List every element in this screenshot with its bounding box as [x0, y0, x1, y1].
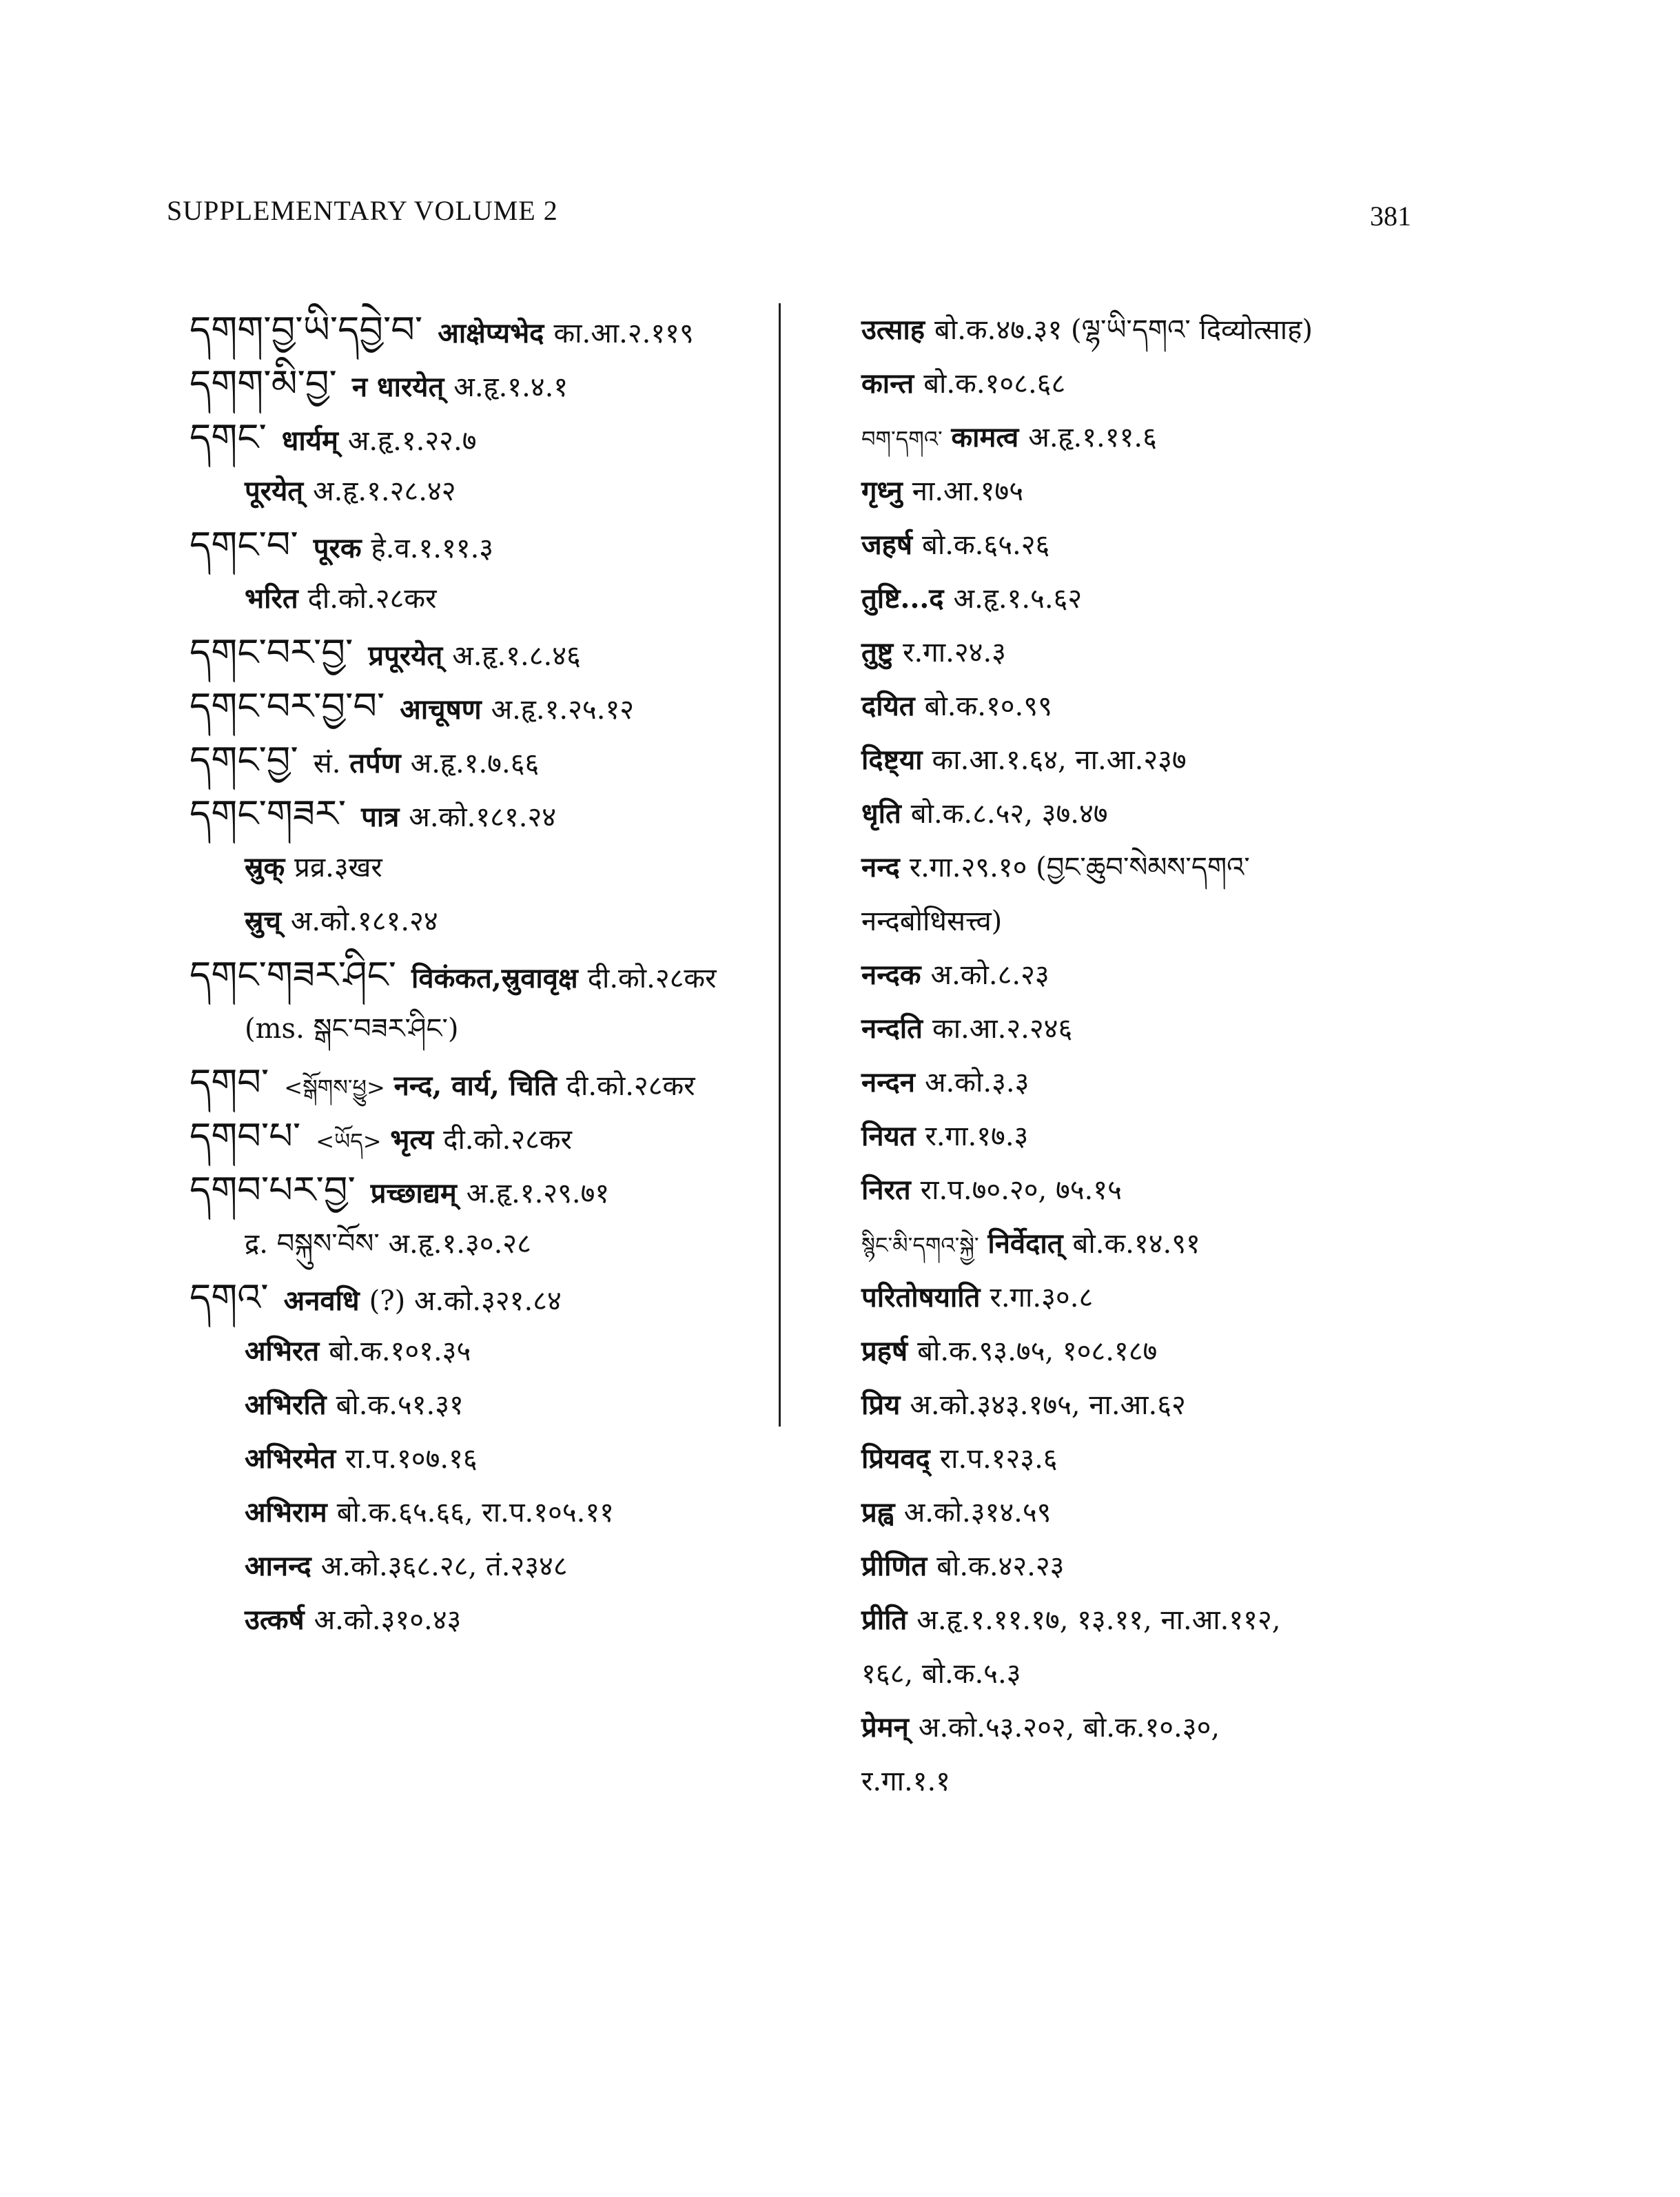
- source-reference: र.गा.२४.३: [903, 637, 1006, 668]
- source-reference: बो.क.८.५२, ३७.४७: [910, 798, 1108, 830]
- tibetan-headword: དགའ་: [189, 1276, 269, 1319]
- dictionary-entry: [861, 1271, 1482, 1325]
- sanskrit-equivalent: पूरयेत्: [245, 475, 304, 507]
- source-reference: अ.को.१८१.२४: [290, 906, 438, 937]
- dictionary-entry: [861, 518, 1482, 572]
- source-reference: अ.हृ.१.२५.१२: [491, 694, 635, 726]
- sanskrit-equivalent: प्रच्छाद्यम्: [370, 1177, 457, 1209]
- dictionary-entry: [189, 1378, 768, 1432]
- dictionary-entry: [189, 733, 768, 787]
- sanskrit-equivalent: प्रहर्ष: [861, 1335, 908, 1367]
- sanskrit-equivalent: उत्कर्ष: [245, 1604, 305, 1636]
- grammar-note: <ཡོད>: [316, 1128, 382, 1154]
- dictionary-entry: [861, 1593, 1482, 1647]
- dictionary-entry: [189, 1110, 768, 1163]
- sanskrit-equivalent: आक्षेप्यभेद: [438, 317, 544, 349]
- dictionary-entry: [861, 1540, 1482, 1593]
- tibetan-phrase: བག་དགའ་: [861, 426, 943, 452]
- sanskrit-equivalent: तुष्टु: [861, 636, 894, 668]
- sanskrit-equivalent: नन्दक: [861, 959, 921, 991]
- source-reference: रा.प.१०७.१६: [345, 1443, 478, 1475]
- source-reference: बो.क.१०१.३५: [329, 1336, 471, 1367]
- source-reference: अ.को.८.२३: [930, 959, 1049, 991]
- sanskrit-equivalent: प्रह्व: [861, 1496, 894, 1529]
- continuation: र.गा.१.१: [861, 1766, 950, 1797]
- sanskrit-equivalent: पूरक: [313, 532, 362, 564]
- sanskrit-equivalent: दयित: [861, 690, 915, 722]
- sanskrit-equivalent: अनवधि: [283, 1285, 360, 1317]
- source-reference: अ.को.३२१.८४: [414, 1285, 562, 1317]
- dictionary-entry: [861, 1755, 1482, 1808]
- sanskrit-equivalent: नन्द: [861, 851, 900, 883]
- sanskrit-equivalent: अभिरति: [245, 1389, 327, 1421]
- source-reference: प्रव्र.३खर: [294, 852, 382, 883]
- sanskrit-equivalent: प्रीति: [861, 1604, 908, 1636]
- tibetan-headword: དགང་བ་: [189, 523, 298, 566]
- continuation: नन्दबोधिसत्त्व): [861, 906, 1003, 937]
- source-reference: रा.प.१२३.६: [939, 1443, 1058, 1475]
- source-reference: अ.हृ.१.३०.२८: [388, 1228, 531, 1260]
- source-reference: दी.को.२८कर: [307, 583, 437, 615]
- sanskrit-equivalent: भरित: [245, 582, 298, 615]
- dictionary-entry: [861, 1647, 1482, 1701]
- sanskrit-equivalent: परितोषयाति: [861, 1281, 981, 1314]
- source-reference: का.आ.२.११९: [553, 318, 694, 349]
- source-reference: अ.हृ.१.११.६: [1028, 422, 1157, 453]
- dictionary-entry: [189, 787, 768, 841]
- tibetan-headword: དགབ་པར་བྱ་: [189, 1168, 356, 1212]
- dictionary-entry: [861, 1486, 1482, 1540]
- dictionary-entry: [189, 1002, 768, 1056]
- sanskrit-equivalent: नन्दन: [861, 1066, 915, 1098]
- dictionary-entry: [861, 733, 1482, 787]
- dictionary-entry: [861, 572, 1482, 626]
- dictionary-entry: [189, 679, 768, 733]
- dictionary-entry: [861, 1378, 1482, 1432]
- dictionary-entry: [861, 948, 1482, 1002]
- sanskrit-equivalent: निरत: [861, 1174, 911, 1206]
- source-reference: र.गा.३०.८: [990, 1282, 1094, 1314]
- source-reference: अ.को.३४३.१७५, ना.आ.६२: [910, 1389, 1186, 1421]
- dictionary-entry: [861, 841, 1482, 895]
- source-reference: अ.हृ.१.५.६२: [953, 583, 1083, 615]
- source-reference: र.गा.१७.३: [925, 1121, 1029, 1152]
- dictionary-entry: [861, 1002, 1482, 1056]
- source-reference: दी.को.२८कर: [566, 1070, 695, 1102]
- sanskrit-equivalent: स्रुच्: [245, 905, 281, 937]
- source-reference: अ.हृ.१.८.४६: [452, 640, 581, 672]
- dictionary-entry: [189, 572, 768, 626]
- source-reference: बो.क.४२.२३: [936, 1551, 1065, 1582]
- sanskrit-equivalent: प्रेमन्: [861, 1711, 909, 1744]
- dictionary-entry: [189, 518, 768, 572]
- continuation: १६८, बो.क.५.३: [861, 1658, 1021, 1690]
- source-reference: अ.को.३१०.४३: [314, 1604, 462, 1636]
- dictionary-entry: [861, 679, 1482, 733]
- source-reference: बो.क.१०.९९: [924, 691, 1052, 722]
- tibetan-headword: དགག་བྱ་ཡི་དབྱེ་བ་: [189, 308, 423, 351]
- sanskrit-equivalent: तर्पण: [349, 747, 401, 779]
- dictionary-entry: [189, 626, 768, 679]
- sanskrit-equivalent: न धारयेत्: [351, 371, 444, 403]
- dictionary-entry: [861, 1217, 1482, 1271]
- dictionary-entry: [861, 1163, 1482, 1217]
- source-reference: बो.क.४७.३१ (ལྷ་ཡི་དགའ་ दिव्योत्साह): [934, 314, 1313, 346]
- source-reference: बो.क.९३.७५, १०८.१८७: [917, 1336, 1158, 1367]
- source-reference: अ.को.३१४.५९: [903, 1497, 1052, 1529]
- sanskrit-equivalent: दिष्ट्या: [861, 744, 923, 776]
- dictionary-entry: [189, 411, 768, 464]
- sanskrit-equivalent: प्रीणित: [861, 1550, 928, 1582]
- sanskrit-equivalent: प्रियवद्: [861, 1442, 930, 1475]
- sanskrit-equivalent: उत्साह: [861, 314, 925, 346]
- running-title: SUPPLEMENTARY VOLUME 2: [167, 195, 558, 226]
- dictionary-entry: [189, 1540, 768, 1593]
- source-reference: का.आ.१.६४, ना.आ.२३७: [932, 744, 1187, 776]
- dictionary-entry: [189, 948, 768, 1002]
- sanskrit-equivalent: कामत्व: [951, 421, 1019, 453]
- entry-note: (ms. སྒང་བཟར་ཤིང་): [245, 1013, 459, 1045]
- sanskrit-equivalent: निर्वेदात्: [987, 1227, 1063, 1260]
- dictionary-entry: [861, 464, 1482, 518]
- sanskrit-equivalent: नियत: [861, 1120, 916, 1152]
- dictionary-entry: [189, 895, 768, 948]
- sanskrit-equivalent: नन्दति: [861, 1012, 923, 1045]
- prefix: सं.: [313, 748, 341, 779]
- sanskrit-equivalent: प्रिय: [861, 1389, 901, 1421]
- dictionary-entry: [189, 1486, 768, 1540]
- dictionary-entry: [861, 1056, 1482, 1110]
- dictionary-entry: [189, 1271, 768, 1325]
- source-reference: अ.को.५३.२०२, बो.क.१०.३०,: [918, 1712, 1220, 1744]
- sanskrit-equivalent: प्रपूरयेत्: [368, 640, 443, 672]
- source-reference: रा.प.७०.२०, ७५.१५: [920, 1174, 1122, 1206]
- dictionary-entry: [861, 411, 1482, 464]
- sanskrit-equivalent: धार्यम्: [281, 425, 338, 457]
- left-column: [189, 303, 768, 1647]
- sanskrit-equivalent: आचूषण: [400, 693, 482, 726]
- sanskrit-equivalent: भृत्य: [390, 1123, 434, 1156]
- dictionary-entry: [189, 1056, 768, 1110]
- sanskrit-equivalent: धृति: [861, 797, 901, 830]
- source-reference: अ.हृ.१.७.६६: [410, 748, 540, 779]
- source-reference: ना.आ.१७५: [912, 476, 1024, 507]
- sanskrit-equivalent: पात्र: [361, 801, 400, 833]
- source-reference: अ.को.१८१.२४: [409, 801, 557, 833]
- dictionary-entry: [861, 1110, 1482, 1163]
- source-reference: हे.व.१.११.३: [371, 533, 494, 564]
- source-reference: दी.को.२८कर: [443, 1124, 572, 1156]
- entry-note: द्र. བསྐུས་བོས་: [245, 1228, 380, 1260]
- source-reference: अ.हृ.१.२२.७: [347, 425, 477, 457]
- page-number: 381: [1370, 201, 1411, 232]
- dictionary-entry: [189, 357, 768, 411]
- sanskrit-equivalent: अभिरत: [245, 1335, 320, 1367]
- source-reference: अ.हृ.१.२९.७१: [466, 1178, 610, 1209]
- source-reference: बो.क.६५.६६, रा.प.१०५.११: [336, 1497, 614, 1529]
- dictionary-entry: [189, 1163, 768, 1217]
- tibetan-headword: དགང་བར་བྱ་བ་: [189, 684, 385, 728]
- column-divider: [779, 303, 781, 1427]
- sanskrit-equivalent: जहर्ष: [861, 529, 913, 561]
- source-reference: अ.हृ.१.११.१७, १३.११, ना.आ.११२,: [916, 1604, 1281, 1636]
- tibetan-headword: དགང་བར་བྱ་: [189, 631, 354, 674]
- right-column: [861, 303, 1482, 1808]
- tibetan-headword: དགབ་: [189, 1061, 269, 1104]
- dictionary-entry: [189, 303, 768, 357]
- sanskrit-equivalent: गृध्नु: [861, 475, 903, 507]
- dictionary-entry: [189, 464, 768, 518]
- source-reference: अ.हृ.१.४.१: [453, 371, 568, 403]
- dictionary-entry: [861, 303, 1482, 357]
- tibetan-headword: དགག་མི་བྱ་: [189, 362, 337, 405]
- dictionary-entry: [189, 1217, 768, 1271]
- dictionary-entry: [861, 357, 1482, 411]
- tibetan-headword: དགབ་པ་: [189, 1114, 301, 1158]
- dictionary-entry: [861, 1701, 1482, 1755]
- sanskrit-equivalent: अभिरमेत: [245, 1442, 336, 1475]
- source-reference: अ.को.३६८.२८, तं.२३४८: [320, 1551, 568, 1582]
- dictionary-entry: [861, 1432, 1482, 1486]
- sanskrit-equivalent: नन्द, वार्य, चिति: [393, 1070, 557, 1102]
- sanskrit-equivalent: स्रुक्: [245, 851, 285, 883]
- source-reference: र.गा.२९.१० (བྱང་ཆུབ་སེམས་དགའ་: [909, 852, 1250, 883]
- source-reference: का.आ.२.२४६: [932, 1013, 1073, 1045]
- source-reference: बो.क.६५.२६: [922, 529, 1050, 561]
- grammar-note: <སྒོགས་ཕྱུ>: [284, 1074, 385, 1101]
- dictionary-entry: [189, 1325, 768, 1378]
- tibetan-headword: དགང་གཟར་ཤིང་: [189, 953, 396, 997]
- sanskrit-equivalent: अभिराम: [245, 1496, 327, 1529]
- sanskrit-equivalent: आनन्द: [245, 1550, 311, 1582]
- dictionary-entry: [189, 1432, 768, 1486]
- dictionary-entry: [861, 895, 1482, 948]
- dictionary-entry: [861, 626, 1482, 679]
- dictionary-entry: [189, 1593, 768, 1647]
- tibetan-headword: དགང་གཟར་: [189, 792, 347, 835]
- sanskrit-equivalent: तुष्टि...द: [861, 582, 944, 615]
- source-reference: बो.क.१४.९१: [1072, 1228, 1200, 1260]
- sanskrit-equivalent: विकंकत,स्रुवावृक्ष: [411, 962, 578, 994]
- source-reference: बो.क.१०८.६८: [923, 368, 1066, 400]
- sanskrit-equivalent: कान्त: [861, 367, 914, 400]
- source-reference: अ.को.३.३: [925, 1067, 1029, 1098]
- source-reference: अ.हृ.१.२८.४२: [313, 476, 456, 507]
- dictionary-entry: [861, 1325, 1482, 1378]
- dictionary-entry: [189, 841, 768, 895]
- tibetan-headword: དགང་བྱ་: [189, 738, 298, 781]
- query-mark: (?): [369, 1285, 406, 1317]
- source-reference: बो.क.५१.३१: [336, 1389, 464, 1421]
- source-reference: दी.को.२८कर: [587, 963, 717, 994]
- dictionary-entry: [861, 787, 1482, 841]
- tibetan-phrase: སྙིང་མི་དགའ་སྐྱེ་: [861, 1232, 979, 1258]
- tibetan-headword: དགང་: [189, 416, 267, 459]
